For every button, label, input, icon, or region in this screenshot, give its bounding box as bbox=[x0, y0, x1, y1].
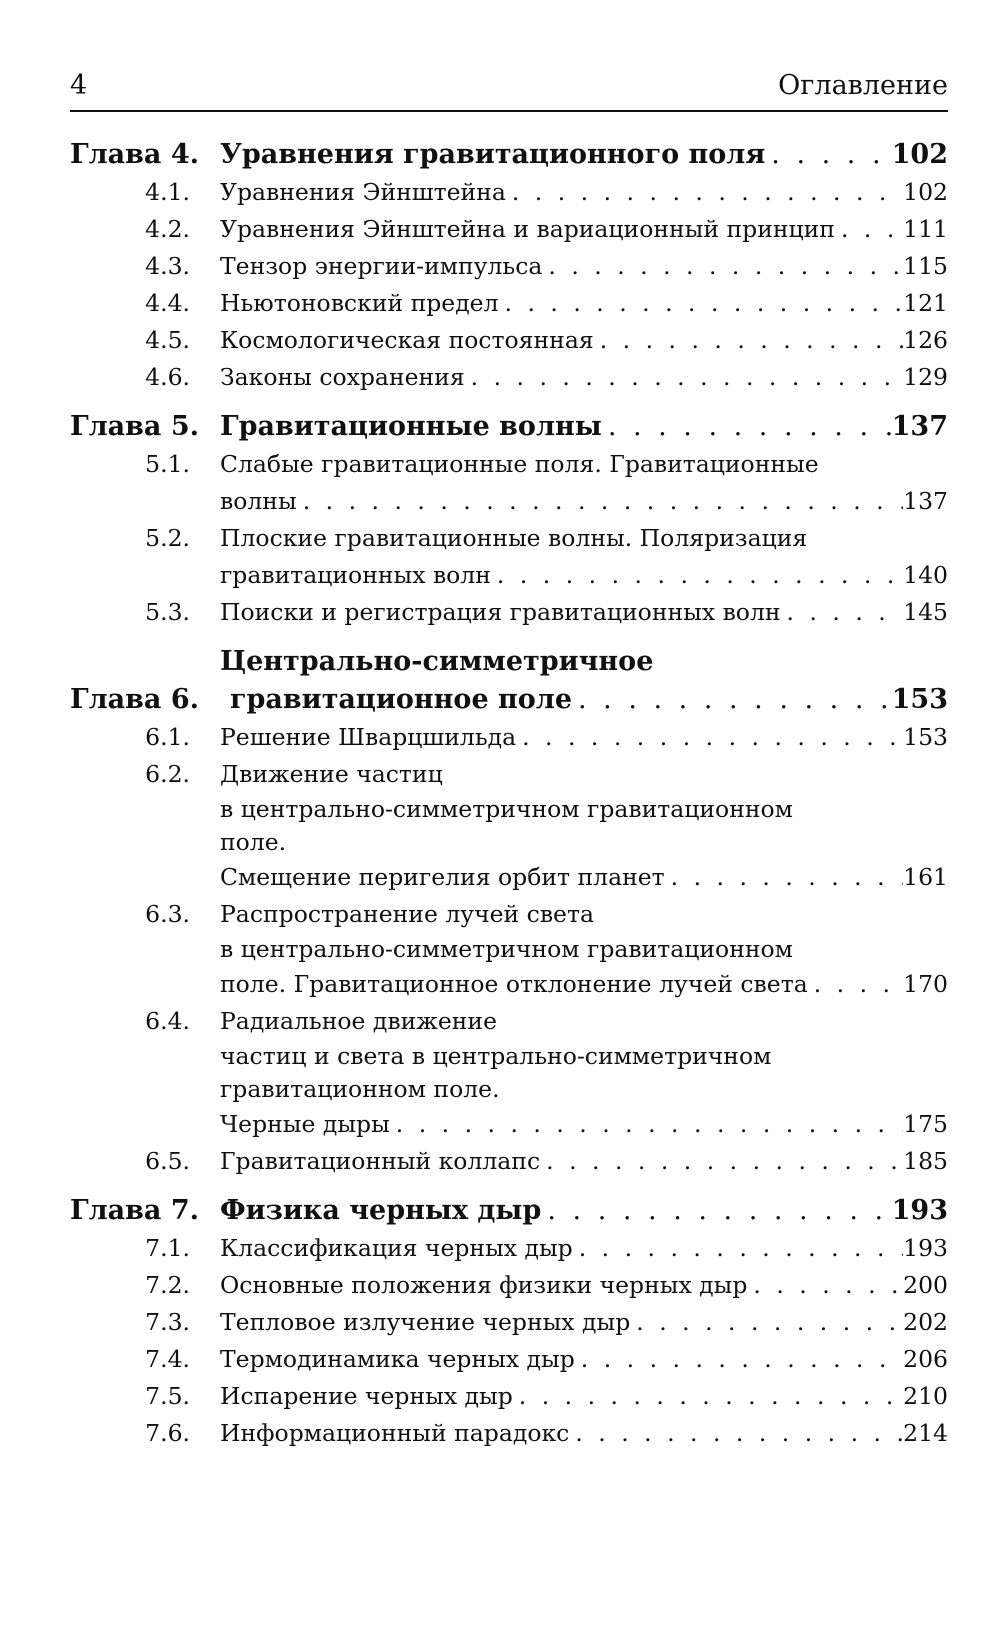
leader-dots bbox=[575, 1341, 903, 1378]
section-number-text: 4.2. bbox=[145, 215, 190, 243]
section-title-text: поле. Гравитационное отклонение лучей света bbox=[220, 970, 808, 998]
section-title bbox=[188, 756, 948, 896]
section-number bbox=[70, 174, 188, 211]
chapter-title-text: Физика черных дыр bbox=[220, 1195, 542, 1226]
leader-dots bbox=[594, 322, 903, 359]
chapter-title-text: Центрально-симметричное bbox=[220, 646, 654, 677]
section-number bbox=[70, 896, 188, 933]
section-title-text: Смещение перигелия орбит планет bbox=[220, 863, 665, 891]
chapter-title-lines bbox=[220, 1192, 948, 1230]
toc-entry bbox=[70, 174, 948, 211]
leader-dots bbox=[465, 359, 903, 396]
chapter-title-last-line bbox=[220, 408, 948, 446]
section-number-text: 7.3. bbox=[145, 1308, 190, 1336]
section-title bbox=[188, 1415, 948, 1452]
section-title-text: Поиски и регистрация гравитационных волн bbox=[220, 598, 781, 626]
section-title bbox=[188, 285, 948, 322]
toc-entry bbox=[70, 1267, 948, 1304]
section-title-text: Тензор энергии-импульса bbox=[220, 252, 543, 280]
leader-dots bbox=[781, 594, 904, 631]
section-number-text: 4.1. bbox=[145, 178, 190, 206]
toc-entry bbox=[70, 1341, 948, 1378]
section-title-text: Распространение лучей света bbox=[220, 900, 594, 928]
section-title bbox=[188, 1003, 948, 1143]
toc-entry bbox=[70, 1143, 948, 1180]
section-number bbox=[70, 285, 188, 322]
toc-entry bbox=[70, 896, 948, 1003]
leader-dots bbox=[835, 211, 903, 248]
section-title bbox=[188, 174, 948, 211]
section-number-text: 7.4. bbox=[145, 1345, 190, 1373]
table-of-contents bbox=[70, 136, 948, 1452]
toc-entry bbox=[70, 1003, 948, 1143]
section-number bbox=[70, 594, 188, 631]
section-page-number: 121 bbox=[903, 289, 948, 317]
section-title bbox=[188, 520, 948, 594]
section-number bbox=[70, 1341, 188, 1378]
toc-entry bbox=[70, 1378, 948, 1415]
chapter-title-last-line bbox=[220, 1192, 948, 1230]
section-title bbox=[188, 1143, 948, 1180]
section-number-text: 7.6. bbox=[145, 1419, 190, 1447]
chapter-label: Глава 7. bbox=[70, 1195, 200, 1226]
section-title-text: Решение Шварцшильда bbox=[220, 723, 517, 751]
chapter-page-number: 193 bbox=[891, 1195, 948, 1226]
leader-dots bbox=[573, 1230, 903, 1267]
toc-entry bbox=[70, 594, 948, 631]
section-title bbox=[188, 1304, 948, 1341]
section-title bbox=[188, 211, 948, 248]
section-number-text: 4.4. bbox=[145, 289, 190, 317]
toc-entry bbox=[70, 285, 948, 322]
section-title-last-line bbox=[220, 248, 948, 285]
leader-dots bbox=[297, 483, 903, 520]
chapter-title bbox=[220, 136, 948, 174]
section-title-last-line bbox=[220, 211, 948, 248]
toc-entry bbox=[70, 446, 948, 520]
chapter-page-number: 102 bbox=[891, 139, 948, 170]
section-title bbox=[188, 1267, 948, 1304]
section-number-text: 5.2. bbox=[145, 524, 190, 552]
section-title-text: Тепловое излучение черных дыр bbox=[220, 1308, 631, 1336]
section-page-number: 210 bbox=[903, 1382, 948, 1410]
section-page-number: 202 bbox=[903, 1308, 948, 1336]
section-number bbox=[70, 1143, 188, 1180]
section-title-text: Законы сохранения bbox=[220, 363, 465, 391]
chapter-title-lines bbox=[220, 408, 948, 446]
section-number bbox=[70, 520, 188, 557]
page-number: 4 bbox=[70, 70, 88, 101]
section-page-number: 102 bbox=[903, 178, 948, 206]
section-title bbox=[188, 1230, 948, 1267]
section-title-text: Информационный парадокс bbox=[220, 1419, 570, 1447]
section-number bbox=[70, 322, 188, 359]
section-page-number: 214 bbox=[903, 1419, 948, 1447]
section-page-number: 129 bbox=[903, 363, 948, 391]
section-title-last-line bbox=[220, 1230, 948, 1267]
section-title bbox=[188, 1341, 948, 1378]
section-title-last-line bbox=[220, 1143, 948, 1180]
chapter-title bbox=[220, 1192, 948, 1230]
section-title-last-line bbox=[220, 1341, 948, 1378]
chapter-label: Глава 6. bbox=[70, 684, 200, 715]
leader-dots bbox=[808, 966, 903, 1003]
section-title-text: Движение частиц bbox=[220, 760, 443, 788]
section-number-text: 4.5. bbox=[145, 326, 190, 354]
section-title-last-line bbox=[220, 483, 948, 520]
section-number bbox=[70, 719, 188, 756]
leader-dots bbox=[765, 136, 891, 174]
toc-entry bbox=[70, 248, 948, 285]
section-title-text: Гравитационный коллапс bbox=[220, 1147, 541, 1175]
chapter-title-text: Уравнения гравитационного поля bbox=[220, 139, 766, 170]
leader-dots bbox=[513, 1378, 903, 1415]
leader-dots bbox=[516, 719, 903, 756]
section-title-last-line bbox=[220, 359, 948, 396]
section-page-number: 145 bbox=[903, 598, 948, 626]
section-title bbox=[188, 594, 948, 631]
section-number-text: 6.1. bbox=[145, 723, 190, 751]
section-title-last-line bbox=[220, 1415, 948, 1452]
section-title bbox=[188, 896, 948, 1003]
section-title-text: частиц и света в центрально-симметричном bbox=[220, 1042, 772, 1070]
section-title-last-line bbox=[220, 1378, 948, 1415]
section-number bbox=[70, 1267, 188, 1304]
chapter-label: Глава 5. bbox=[70, 411, 200, 442]
toc-entry bbox=[70, 1230, 948, 1267]
section-title-text: Классификация черных дыр bbox=[220, 1234, 573, 1262]
toc-entry bbox=[70, 1304, 948, 1341]
toc-entry bbox=[70, 322, 948, 359]
leader-dots bbox=[541, 1192, 891, 1230]
section-page-number: 185 bbox=[903, 1147, 948, 1175]
chapter-heading bbox=[70, 408, 948, 446]
section-number-text: 5.3. bbox=[145, 598, 190, 626]
section-title-last-line bbox=[220, 594, 948, 631]
section-number bbox=[70, 211, 188, 248]
section-title-text: Уравнения Эйнштейна bbox=[220, 178, 506, 206]
section-number bbox=[70, 1378, 188, 1415]
section-title-text: Космологическая постоянная bbox=[220, 326, 594, 354]
section-number bbox=[70, 756, 188, 793]
section-number bbox=[70, 1003, 188, 1040]
section-number-text: 7.5. bbox=[145, 1382, 190, 1410]
section-title-last-line bbox=[220, 322, 948, 359]
chapter-title-lines bbox=[220, 136, 948, 174]
section-title bbox=[188, 322, 948, 359]
section-title-last-line bbox=[220, 557, 948, 594]
section-page-number: 170 bbox=[903, 970, 948, 998]
chapter-page-number: 137 bbox=[891, 411, 948, 442]
section-page-number: 153 bbox=[903, 723, 948, 751]
section-title-last-line bbox=[220, 1304, 948, 1341]
section-title-text: Черные дыры bbox=[220, 1110, 390, 1138]
section-title-last-line bbox=[220, 285, 948, 322]
leader-dots bbox=[665, 859, 903, 896]
section-page-number: 115 bbox=[903, 252, 948, 280]
section-page-number: 137 bbox=[903, 487, 948, 515]
leader-dots bbox=[572, 681, 892, 719]
toc-entry bbox=[70, 756, 948, 896]
section-title bbox=[188, 719, 948, 756]
chapter-title-lines bbox=[220, 643, 948, 719]
toc-entry bbox=[70, 211, 948, 248]
section-page-number: 175 bbox=[903, 1110, 948, 1138]
section-title-last-line bbox=[220, 1267, 948, 1304]
section-title-text: гравитационном поле. bbox=[220, 1075, 500, 1103]
chapter-title-text: Гравитационные волны bbox=[220, 411, 602, 442]
toc-entry bbox=[70, 359, 948, 396]
chapter-label: Глава 4. bbox=[70, 139, 200, 170]
section-number bbox=[70, 446, 188, 483]
section-number bbox=[70, 248, 188, 285]
leader-dots bbox=[491, 557, 903, 594]
section-title-last-line bbox=[220, 719, 948, 756]
section-number-text: 7.2. bbox=[145, 1271, 190, 1299]
section-number bbox=[70, 1415, 188, 1452]
chapter-heading bbox=[70, 136, 948, 174]
chapter-title bbox=[220, 408, 948, 446]
section-title-last-line bbox=[220, 1106, 948, 1143]
leader-dots bbox=[390, 1106, 903, 1143]
chapter-heading bbox=[70, 1192, 948, 1230]
section-page-number: 206 bbox=[903, 1345, 948, 1373]
section-number bbox=[70, 1304, 188, 1341]
section-title bbox=[188, 359, 948, 396]
leader-dots bbox=[506, 174, 903, 211]
section-number-text: 6.2. bbox=[145, 760, 190, 788]
chapter-page-number: 153 bbox=[891, 684, 948, 715]
leader-dots bbox=[569, 1415, 903, 1452]
chapter-title-last-line bbox=[220, 136, 948, 174]
section-title-text: волны bbox=[220, 487, 297, 515]
section-title-text: в центрально-симметричном гравитационном bbox=[220, 935, 793, 963]
chapter-title-last-line bbox=[220, 681, 948, 719]
section-title bbox=[188, 1378, 948, 1415]
section-title-text: Испарение черных дыр bbox=[220, 1382, 513, 1410]
section-title bbox=[188, 248, 948, 285]
section-title-text: Радиальное движение bbox=[220, 1007, 497, 1035]
chapter-title bbox=[220, 643, 948, 719]
section-title-last-line bbox=[220, 859, 948, 896]
section-number-text: 6.4. bbox=[145, 1007, 190, 1035]
section-title-text: в центрально-симметричном гравитационном bbox=[220, 795, 793, 823]
leader-dots bbox=[630, 1304, 903, 1341]
section-page-number: 161 bbox=[903, 863, 948, 891]
toc-entry bbox=[70, 520, 948, 594]
toc-entry bbox=[70, 719, 948, 756]
section-title-text: поле. bbox=[220, 828, 287, 856]
section-title-text: Ньютоновский предел bbox=[220, 289, 499, 317]
chapter-title-text: гравитационное поле bbox=[230, 684, 573, 715]
section-number-text: 5.1. bbox=[145, 450, 190, 478]
section-title-text: Основные положения физики черных дыр bbox=[220, 1271, 748, 1299]
running-head bbox=[70, 70, 948, 112]
leader-dots bbox=[602, 408, 892, 446]
section-page-number: 126 bbox=[903, 326, 948, 354]
section-number bbox=[70, 359, 188, 396]
section-number-text: 6.3. bbox=[145, 900, 190, 928]
section-title-text: Термодинамика черных дыр bbox=[220, 1345, 575, 1373]
section-page-number: 140 bbox=[903, 561, 948, 589]
section-title-last-line bbox=[220, 966, 948, 1003]
section-number-text: 4.3. bbox=[145, 252, 190, 280]
leader-dots bbox=[542, 248, 903, 285]
section-title-text: Плоские гравитационные волны. Поляризация bbox=[220, 524, 808, 552]
section-title-text: Уравнения Эйнштейна и вариационный принцип bbox=[220, 215, 835, 243]
section-title-last-line bbox=[220, 174, 948, 211]
leader-dots bbox=[499, 285, 904, 322]
section-number-text: 6.5. bbox=[145, 1147, 190, 1175]
section-page-number: 111 bbox=[903, 215, 948, 243]
section-title bbox=[188, 446, 948, 520]
section-title-text: гравитационных волн bbox=[220, 561, 491, 589]
section-page-number: 200 bbox=[903, 1271, 948, 1299]
leader-dots bbox=[747, 1267, 903, 1304]
section-number bbox=[70, 1230, 188, 1267]
leader-dots bbox=[540, 1143, 903, 1180]
toc-entry bbox=[70, 1415, 948, 1452]
section-number-text: 7.1. bbox=[145, 1234, 190, 1262]
section-title-text: Слабые гравитационные поля. Гравитационные bbox=[220, 450, 819, 478]
section-page-number: 193 bbox=[903, 1234, 948, 1262]
chapter-heading bbox=[70, 643, 948, 719]
running-title: Оглавление bbox=[778, 70, 948, 101]
section-number-text: 4.6. bbox=[145, 363, 190, 391]
